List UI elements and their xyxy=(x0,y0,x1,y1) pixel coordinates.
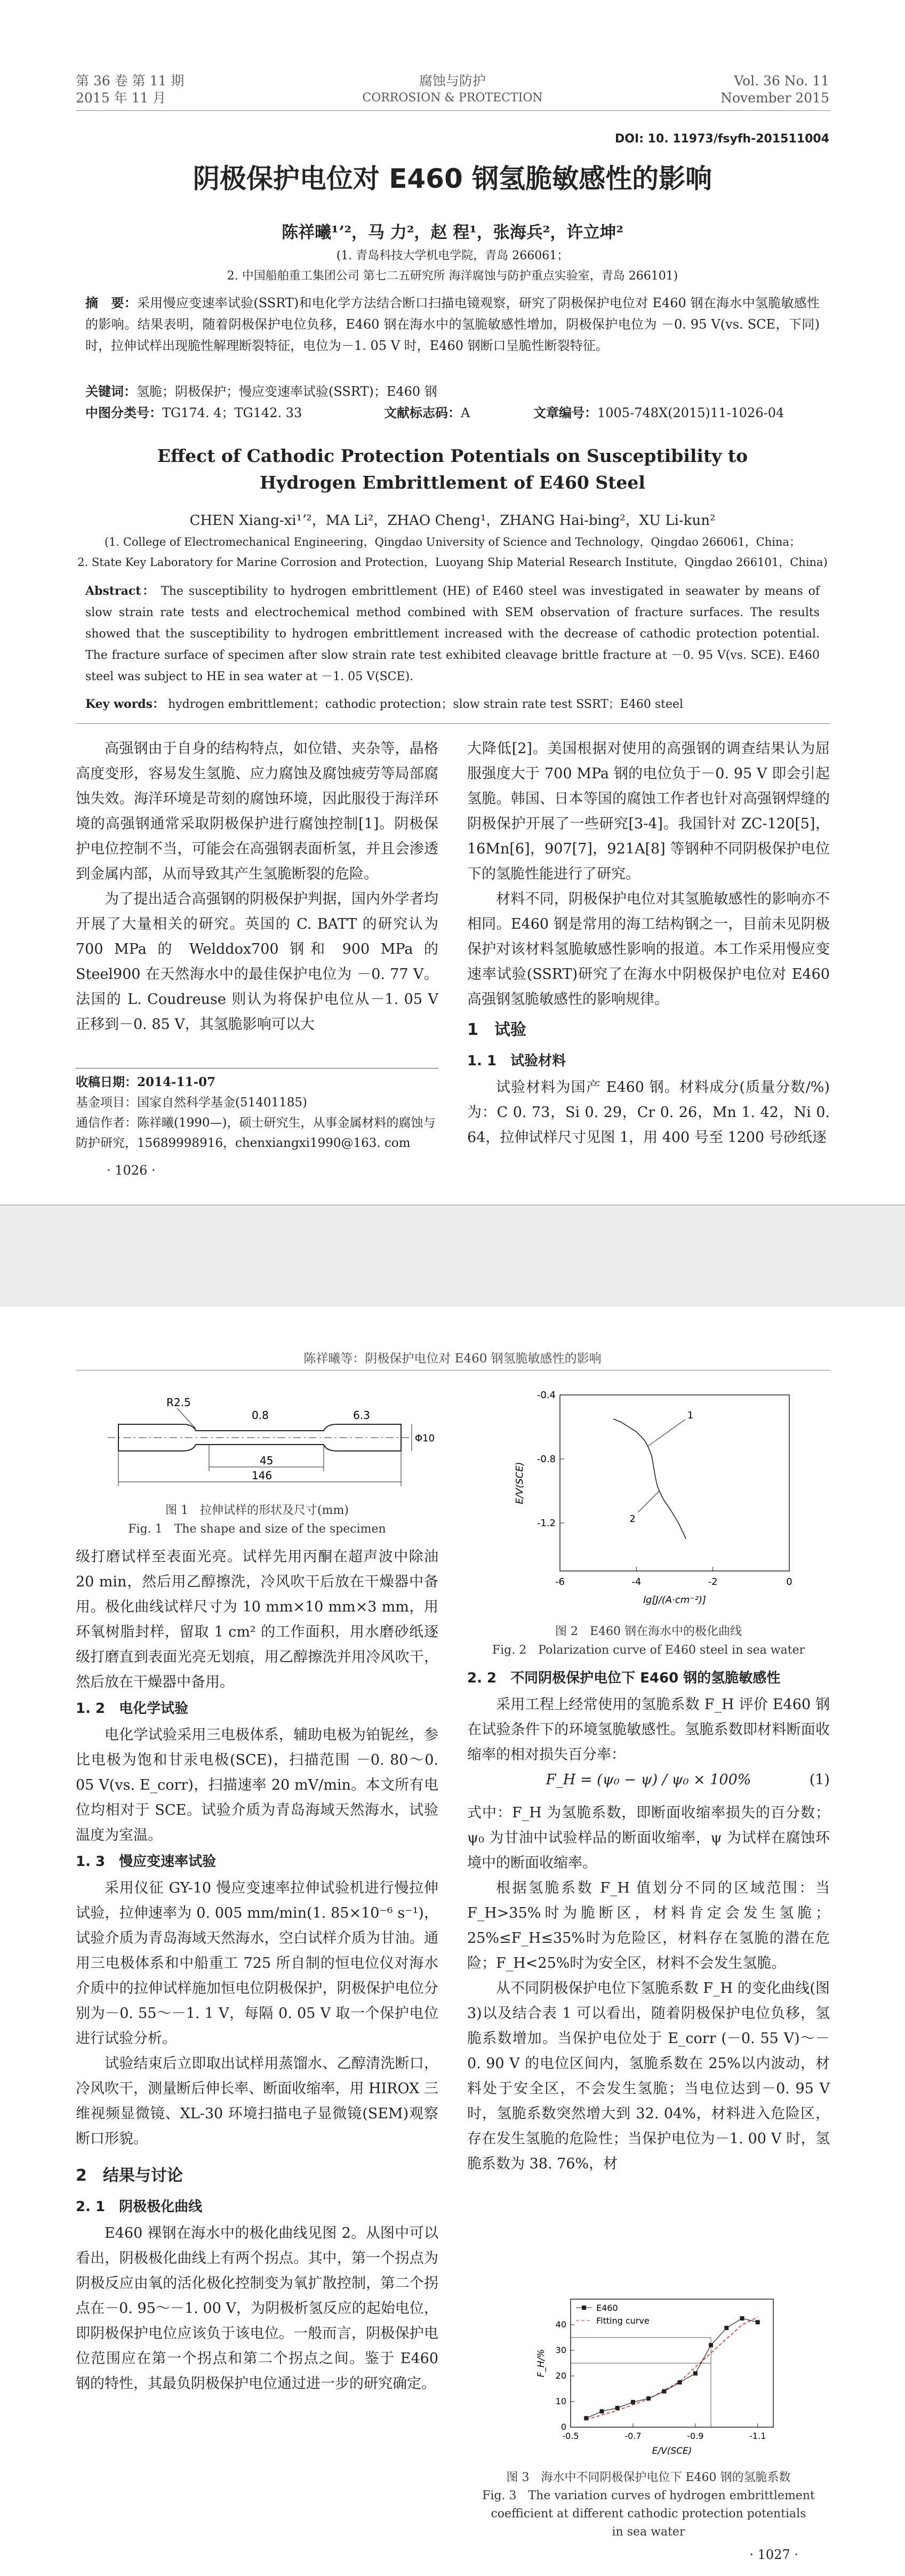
keywords-en xyxy=(85,693,820,715)
abstract-en xyxy=(85,580,820,688)
fig2-caption-en: Fig. 2 Polarization curve of E460 steel in sea water xyxy=(492,1644,805,1657)
y-tick-label: -0.8 xyxy=(536,1454,556,1465)
subsection-heading: 1. 3 慢应变速率试验 xyxy=(76,1854,217,1870)
diameter-label: Φ10 xyxy=(415,1433,435,1444)
fig1-caption-en: Fig. 1 The shape and size of the specimen xyxy=(128,1522,386,1536)
annotation-label-1: 1 xyxy=(687,1410,694,1421)
header-date: 2015 年 11 月 xyxy=(76,90,166,106)
subsection-heading: 1. 2 电化学试验 xyxy=(76,1701,189,1717)
legend-label-fit: Fitting curve xyxy=(596,2316,650,2326)
affil-cn-2: 2. 中国船舶重工集团公司 第七二五研究所 海洋腐蚀与防护重点实验室，青岛 266101) xyxy=(227,269,678,283)
paragraph: 根据氢脆系数 F_H 值划分不同的区域范围：当 F_H>35%时为脆断区，材料肯定会发生氢脆；25%≤F_H≤35%时为危险区，材料存在氢脆的潜在危险；F_H<25%时为安全区，材料不会发生氢脆。 xyxy=(467,1880,830,1972)
annotation-label-2: 2 xyxy=(629,1513,636,1525)
specimen-drawing-svg xyxy=(97,1387,435,1494)
footnotes xyxy=(76,1072,438,1153)
y-tick-label: -1.2 xyxy=(536,1518,556,1529)
y-tick-label: 40 xyxy=(555,2319,566,2330)
e460-data-point xyxy=(740,2316,744,2320)
clc-value: TG174. 4；TG142. 33 xyxy=(162,405,302,420)
e460-data-point xyxy=(756,2320,760,2324)
paragraph: E460 裸钢在海水中的极化曲线见图 2。从图中可以看出，阴极极化曲线上有两个拐点。其中，第一个拐点为阴极反应由氧的活化极化控制变为氧扩散控制，第二个拐点在－0. 95～－1. 00 V，为阴极析氢反应的起始电位，即阴极保护电位应该负于该电位。一般而言，阴极保护电位范围应在第一个拐点和第二个拐点之间。鉴于 E460 钢的特性，其最负阴极保护电位通过进一步的研究确定。 xyxy=(76,2225,438,2392)
p2-right-column xyxy=(467,1664,830,2176)
header-vol-en: Vol. 36 No. 11 xyxy=(734,73,829,89)
y-tick-label: 10 xyxy=(555,2396,566,2406)
paragraph: 从不同阴极保护电位下氢脆系数 F_H 的变化曲线(图 3)以及结合表 1 可以看出，随着阴极保护电位负移，氢脆系数增加。当保护电位处于 E_corr (－0. 55 V)～－0. 90 V 的电位区间内，氢脆系数在 25%以内波动，材料处于安全区，不会发生氢脆；当电位达到－0. 95 V 时，氢脆系数突然增大到 32. 04%，材料进入危险区，存在发生氢脆的危险性；当保护电位为－1. 00 V 时，氢脆系数为 38. 76%，材 xyxy=(467,1980,830,2172)
keywords-cn-text: 氢脆；阴极保护；慢应变速率试验(SSRT)；E460 钢 xyxy=(137,384,437,399)
subsection-heading: 2. 1 阴极极化曲线 xyxy=(76,2199,203,2215)
abstract-en-label: Abstract： xyxy=(85,584,156,598)
x-tick-label: -1.1 xyxy=(749,2431,766,2441)
fh-chart xyxy=(528,2291,784,2465)
y-tick-label: 30 xyxy=(555,2345,566,2355)
paragraph: 电化学试验采用三电极体系，辅助电极为铂铌丝，参比电极为饱和甘汞电极(SCE)，扫描范围 －0. 80～0. 05 V(vs. E_corr)，扫描速率 20 mV/min。本文所有电位均相对于 SCE。试验介质为青岛海域天然海水，试验温度为室温。 xyxy=(76,1727,438,1844)
paragraph: 为了提出适合高强钢的阴极保护判据，国内外学者均开展了大量相关的研究。英国的 C. BATT 的研究认为 700 MPa 的 Welddox700 钢和 900 MPa 的 Steel900 在天然海水中的最佳保护电位为 －0. 77 V。法国的 L. Coudreuse 则认为将保护电位从－1. 05 V 正移到－0. 85 V，其氢脆影响可以大 xyxy=(76,891,438,1033)
e460-data-point xyxy=(646,2396,651,2400)
e460-data-point xyxy=(631,2400,635,2404)
y-tick-label: -0.4 xyxy=(536,1390,556,1401)
paragraph: 采用仪征 GY-10 慢应变速率拉伸试验机进行慢拉伸试验，拉伸速率为 0. 005 mm/min(1. 85×10⁻⁶ s⁻¹)，试验介质为青岛海域天然海水，空白试样介质为甘油。通用三电极体系和中船重工 725 所自制的恒电位仪对海水介质中的拉伸试样施加恒电位阴极保护，阴极保护电位分别为－0. 55～－1. 1 V，每隔 0. 05 V 取一个保护电位进行试验分析。 xyxy=(76,1880,438,2047)
thickness-label: 0.8 xyxy=(252,1409,269,1422)
y-tick-label: 20 xyxy=(555,2371,566,2381)
legend-marker-e460 xyxy=(582,2306,586,2310)
abstract-cn-text: 采用慢应变速率试验(SSRT)和电化学方法结合断口扫描电镜观察，研究了阴极保护电位对 E460 钢在海水中氢脆敏感性的影响。结果表明，随着阴极保护电位负移，E460 钢在海水中的氢脆敏感性增加，阴极保护电位为 －0. 95 V(vs. SCE，下同)时，拉伸试样出现脆性解理断裂特征，电位为－1. 05 V 时，E460 钢断口呈脆性断裂特征。 xyxy=(85,296,820,353)
figure-2-polarization-curve xyxy=(501,1384,811,1619)
e460-data-point xyxy=(724,2326,728,2330)
paragraph: 大降低[2]。美国根据对使用的高强钢的调查结果认为屈服强度大于 700 MPa 钢的电位负于－0. 95 V 即会引起氢脆。韩国、日本等国的腐蚀工作者也针对高强钢焊缝的阴极保护开展了一些研究[3-4]。我国针对 ZC-120[5]，16Mn[6]，907[7]，921A[8] 等钢种不同阴极保护电位下的氢脆性能进行了研究。 xyxy=(467,740,830,882)
e460-data-point xyxy=(615,2406,620,2410)
running-head: 陈祥曦等：阴极保护电位对 E460 钢氢脆敏感性的影响 xyxy=(303,1352,602,1366)
paragraph: 采用工程上经常使用的氢脆系数 F_H 评价 E460 钢在试验条件下的环境氢脆敏感性。氢脆系数即材料断面收缩率的相对损失百分率： xyxy=(467,1696,830,1763)
formula-text: F_H = (ψ₀ − ψ) / ψ₀ × 100% xyxy=(546,1772,751,1788)
formula-1 xyxy=(467,1767,830,1800)
fn-fund: 基金项目：国家自然科学基金(51401185) xyxy=(76,1096,308,1110)
keywords-cn xyxy=(85,381,437,402)
abstract-rule xyxy=(76,723,830,724)
x-tick-label: -4 xyxy=(631,1576,642,1588)
roughness-label: 6.3 xyxy=(353,1409,370,1422)
paragraph: 材料不同，阴极保护电位对其氢脆敏感性的影响亦不相同。E460 钢是常用的海工结构钢之一，目前未见阴极保护对该材料氢脆敏感性影响的报道。本工作采用慢应变速率试验(SSRT)研究了在海水中阴极保护电位对 E460 高强钢氢脆敏感性的影响规律。 xyxy=(467,891,830,1008)
dim-45-label: 45 xyxy=(260,1454,274,1467)
article-no-value: 1005-748X(2015)11-1026-04 xyxy=(597,405,784,420)
fig2-caption-cn: 图 2 E460 钢在海水中的极化曲线 xyxy=(555,1625,742,1638)
doc-code xyxy=(384,402,470,424)
fn-received: 收稿日期：2014-11-07 xyxy=(76,1075,216,1089)
x-tick-label: 0 xyxy=(786,1576,792,1588)
paragraph: 式中：F_H 为氢脆系数，即断面收缩率损失的百分数；ψ₀ 为甘油中试验样品的断面收缩率，ψ 为试样在腐蚀环境中的断面收缩率。 xyxy=(467,1805,830,1871)
annotation-leader-1 xyxy=(648,1419,685,1446)
x-tick-label: -0.5 xyxy=(562,2431,579,2441)
header-rule xyxy=(76,110,830,111)
authors-en: CHEN Xiang-xi¹ʼ²，MA Li²，ZHAO Cheng¹，ZHANG Hai-bing²，XU Li-kun² xyxy=(189,513,716,529)
clc xyxy=(85,402,302,424)
fig3-caption-en-3: in sea water xyxy=(612,2525,685,2539)
y-axis-label: E/V(SCE) xyxy=(514,1462,525,1504)
polarization-chart xyxy=(501,1384,811,1619)
polarization-curve-line xyxy=(613,1419,686,1539)
fig3-caption-en-2: coefficient at different cathodic protection potentials xyxy=(491,2507,806,2521)
e460-data-point xyxy=(678,2380,682,2384)
plot-frame xyxy=(560,1395,789,1571)
abstract-cn xyxy=(85,292,820,356)
subsection-heading: 2. 2 不同阴极保护电位下 E460 钢的氢脆敏感性 xyxy=(467,1670,781,1686)
article-no xyxy=(533,402,784,424)
paragraph: 高强钢由于自身的结构特点，如位错、夹杂等，晶格高度变形，容易发生氢脆、应力腐蚀及腐蚀疲劳等局部腐蚀失效。海洋环境是苛刻的腐蚀环境，因此服役于海洋环境的高强钢通常采取阴极保护进行腐蚀控制[1]。阴极保护电位控制不当，可能会在高强钢表面析氢，并且会渗透到金属内部，从而导致其产生氢脆断裂的危险。 xyxy=(76,740,438,882)
doc-code-value: A xyxy=(461,405,470,420)
x-tick-label: -0.7 xyxy=(624,2431,642,2441)
e460-data-point xyxy=(693,2371,698,2375)
p1-left-column xyxy=(76,736,438,1037)
header-journal-cn: 腐蚀与防护 xyxy=(419,73,486,89)
abstract-cn-label: 摘 要： xyxy=(85,296,138,310)
page-2 xyxy=(0,1307,905,2576)
page-number-1027: · 1027 · xyxy=(749,2547,798,2562)
page-1 xyxy=(0,0,905,1205)
e460-data-point xyxy=(709,2343,713,2347)
e460-data-point xyxy=(662,2389,666,2394)
keywords-cn-label: 关键词： xyxy=(85,384,137,399)
header-date-en: November 2015 xyxy=(720,90,829,106)
keywords-en-label: Key words： xyxy=(85,697,165,711)
affil-en-1: (1. College of Electromechanical Engineering，Qingdao University of Science and Technology，Qingdao 266061，China； xyxy=(104,536,801,548)
y-tick-label: 0 xyxy=(560,2422,566,2432)
x-axis-label: E/V(SCE) xyxy=(652,2446,692,2457)
section-heading: 1 试验 xyxy=(467,1020,526,1039)
x-tick-label: -6 xyxy=(555,1576,565,1588)
e460-data-point xyxy=(599,2409,604,2413)
formula-number: (1) xyxy=(809,1772,830,1788)
figure-3-hydrogen-coefficient xyxy=(528,2291,784,2465)
doi: DOI: 10. 11973/fsyfh-201511004 xyxy=(615,132,829,146)
x-tick-label: -2 xyxy=(708,1576,718,1588)
page-gap xyxy=(0,1205,905,1308)
fitting-curve-line xyxy=(586,2317,758,2420)
e460-data-point xyxy=(584,2416,588,2420)
fig1-caption-cn: 图 1 拉伸试样的形状及尺寸(mm) xyxy=(165,1504,349,1517)
radius-label: R2.5 xyxy=(166,1396,191,1409)
dim-146-label: 146 xyxy=(252,1469,273,1482)
paragraph: 试验结束后立即取出试样用蒸馏水、乙醇清洗断口，冷风吹干，测量断后伸长率、断面收缩率，用 HIROX 三维视频显微镜、XL-30 环境扫描电子显微镜(SEM)观察断口形貌。 xyxy=(76,2055,438,2147)
annotation-leader-2 xyxy=(638,1491,659,1512)
y-axis-label: F_H/% xyxy=(536,2349,547,2378)
section-heading: 2 结果与讨论 xyxy=(76,2166,183,2185)
fig3-caption-cn: 图 3 海水中不同阴极保护电位下 E460 钢的氢脆系数 xyxy=(506,2471,791,2484)
affil-en-2: 2. State Key Laboratory for Marine Corrosion and Protection，Luoyang Ship Material Research Institute，Qingdao 266101，China) xyxy=(77,556,828,569)
doc-code-label: 文献标志码： xyxy=(384,405,461,420)
title-cn: 阴极保护电位对 E460 钢氢脆敏感性的影响 xyxy=(193,163,712,194)
fig3-caption-en-1: Fig. 3 The variation curves of hydrogen embrittlement xyxy=(482,2489,815,2502)
article-no-label: 文章编号： xyxy=(533,405,597,420)
authors-cn: 陈祥曦¹ʼ²，马 力²，赵 程¹，张海兵²，许立坤² xyxy=(282,223,623,242)
x-tick-label: -0.9 xyxy=(687,2431,704,2441)
legend-label-e460: E460 xyxy=(596,2303,618,2313)
paragraph: 试验材料为国产 E460 钢。材料成分(质量分数/%)为：C 0. 73，Si 0. 29，Cr 0. 26，Mn 1. 42，Ni 0. 64，拉伸试样尺寸见图 1，用 400 号至 1200 号砂纸逐 xyxy=(467,1079,830,1146)
keywords-en-text: hydrogen embrittlement；cathodic protection；slow strain rate test SSRT；E460 steel xyxy=(168,698,684,711)
fn-author: 通信作者：陈祥曦(1990—)，硕士研究生，从事金属材料的腐蚀与防护研究，15689998916，chenxiangxi1990@163. com xyxy=(76,1116,436,1150)
figure-1-specimen-drawing xyxy=(97,1387,435,1494)
paragraph: 级打磨试样至表面光亮。试样先用丙酮在超声波中除油 20 min，然后用乙醇擦洗，冷风吹干后放在干燥器中备用。极化曲线试样尺寸为 10 mm×10 mm×3 mm，用环氧树脂封样，留取 1 cm² 的工作面积，用水磨砂纸逐级打磨直到表面光亮无划痕，用乙醇擦洗并用冷风吹干，然后放在干燥器中备用。 xyxy=(76,1549,438,1690)
clc-label: 中图分类号： xyxy=(85,405,162,420)
p1-right-column xyxy=(467,736,830,1150)
header-volume: 第 36 卷 第 11 期 xyxy=(76,73,185,89)
abstract-en-text: The susceptibility to hydrogen embrittlement (HE) of E460 steel was investigated in seawater by means of slow strain rate tests and electrochemical method combined with SEM observation of fracture surfaces. The results showed that the susceptibility to hydrogen embrittlement increased with the decrease of cathodic protection potential. The fracture surface of specimen after slow strain rate test exhibited cleavage brittle fracture at －0. 95 V(vs. SCE). E460 steel was subject to HE in sea water at －1. 05 V(SCE). xyxy=(85,585,820,683)
header-journal-en: CORROSION & PROTECTION xyxy=(362,91,543,105)
x-axis-label: lg[J/(A·cm⁻²)] xyxy=(643,1594,707,1606)
p2-left-column xyxy=(76,1544,438,2396)
page-number-1026: · 1026 · xyxy=(107,1163,156,1178)
title-en: Effect of Cathodic Protection Potentials on Susceptibility to Hydrogen Embrittlement of E460 Steel xyxy=(157,445,748,493)
subsection-heading: 1. 1 试验材料 xyxy=(467,1053,566,1069)
affil-cn-1: (1. 青岛科技大学机电学院，青岛 266061； xyxy=(336,249,569,262)
